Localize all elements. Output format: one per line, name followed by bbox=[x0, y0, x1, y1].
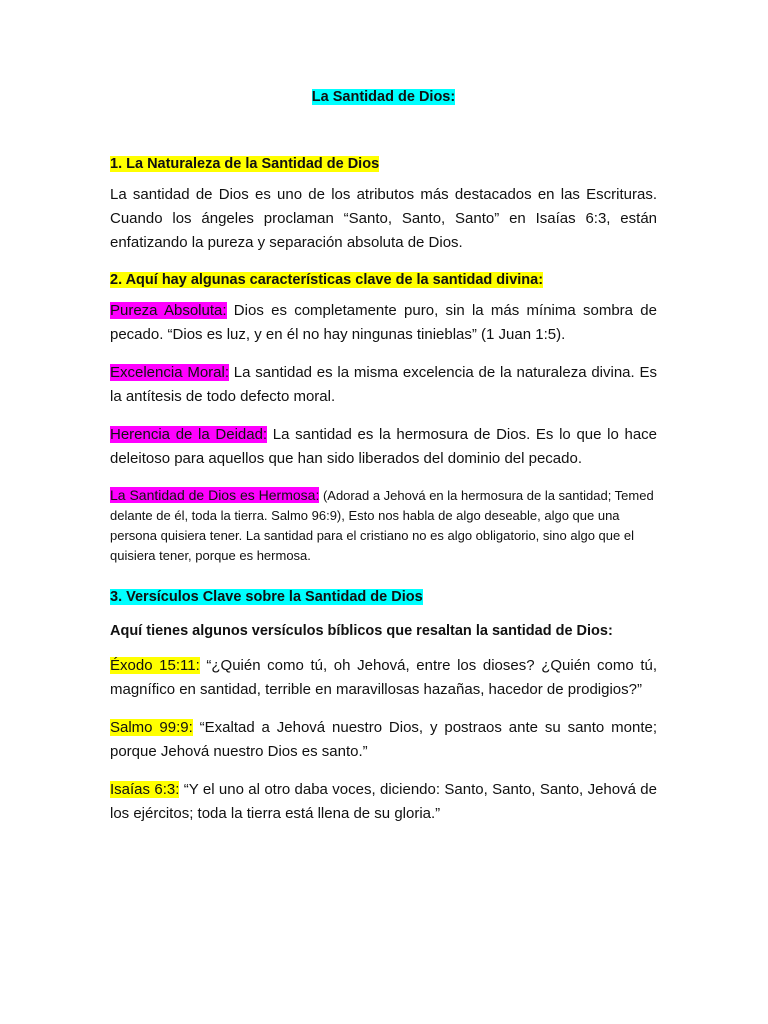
characteristic-label: Excelencia Moral: bbox=[110, 364, 230, 381]
characteristic-herencia bbox=[110, 423, 657, 471]
verse-ref: Isaías 6:3: bbox=[110, 781, 180, 798]
characteristic-text: Dios es completamente puro, sin la más mínima sombra de pecado. “Dios es luz, y en él no hay ningunas tinieblas” (1 Juan 1:5). bbox=[110, 302, 657, 343]
section-2-heading bbox=[110, 269, 657, 291]
document-title: La Santidad de Dios: bbox=[311, 89, 456, 105]
characteristic-label: Pureza Absoluta: bbox=[110, 302, 227, 319]
verse-ref: Éxodo 15:11: bbox=[110, 657, 200, 674]
characteristic-text: La santidad es la hermosura de Dios. Es lo que lo hace deleitoso para aquellos que han sido liberados del dominio del pecado. bbox=[110, 426, 658, 467]
verse-text: “Exaltad a Jehová nuestro Dios, y postraos ante su santo monte; porque Jehová nuestro Dios es santo.” bbox=[110, 719, 657, 760]
characteristic-excelencia bbox=[110, 361, 657, 409]
verse-exodo bbox=[110, 654, 657, 702]
verse-isaias bbox=[110, 778, 657, 826]
characteristic-text: (Adorad a Jehová en la hermosura de la santidad; Temed delante de él, toda la tierra. Salmo 96:9), Esto nos habla de algo deseable, algo que una persona quisiera tener. La santidad para el cristiano no es algo obligatorio, sino algo que el quisiera tener, porque es hermosa. bbox=[110, 488, 654, 563]
title-wrap bbox=[110, 86, 657, 108]
section-3-intro: Aquí tienes algunos versículos bíblicos que resaltan la santidad de Dios: bbox=[110, 623, 613, 639]
section-2-heading-text: 2. Aquí hay algunas características clave de la santidad divina: bbox=[110, 272, 544, 288]
section-3-heading bbox=[110, 586, 657, 608]
characteristic-pureza bbox=[110, 299, 657, 347]
verse-ref: Salmo 99:9: bbox=[110, 719, 193, 736]
section-1-body: La santidad de Dios es uno de los atributos más destacados en las Escrituras. Cuando los ángeles proclaman “Santo, Santo, Santo” en Isaías 6:3, están enfatizando la pureza y separación absoluta de Dios. bbox=[110, 186, 657, 251]
characteristic-text: La santidad es la misma excelencia de la naturaleza divina. Es la antítesis de todo defecto moral. bbox=[110, 364, 657, 405]
verse-salmo bbox=[110, 716, 657, 764]
document-page bbox=[110, 86, 657, 840]
characteristic-label: Herencia de la Deidad: bbox=[110, 426, 268, 443]
section-1-heading bbox=[110, 153, 657, 175]
verse-text: “¿Quién como tú, oh Jehová, entre los dioses? ¿Quién como tú, magnífico en santidad, terrible en maravillosas hazañas, hacedor de prodigios?” bbox=[110, 657, 657, 698]
section-1-heading-text: 1. La Naturaleza de la Santidad de Dios bbox=[110, 156, 380, 172]
verse-text: “Y el uno al otro daba voces, diciendo: Santo, Santo, Santo, Jehová de los ejércitos; toda la tierra está llena de su gloria.” bbox=[110, 781, 657, 822]
section-3-heading-text: 3. Versículos Clave sobre la Santidad de Dios bbox=[110, 589, 423, 605]
characteristic-label: La Santidad de Dios es Hermosa: bbox=[110, 487, 320, 503]
characteristic-hermosa bbox=[110, 485, 657, 566]
